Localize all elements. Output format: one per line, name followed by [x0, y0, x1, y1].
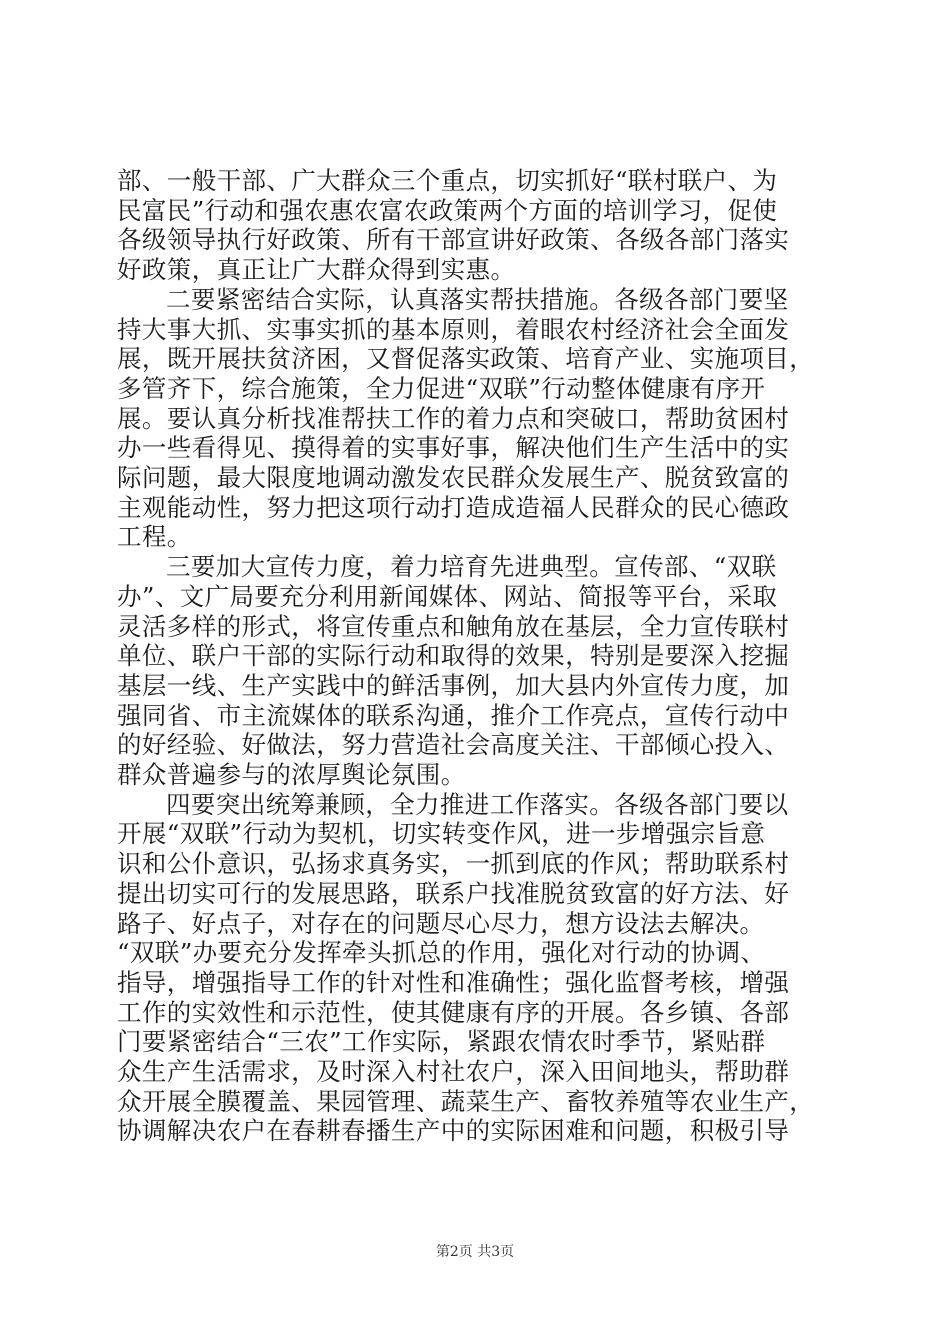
text-line: 单位、联户干部的实际行动和取得的效果，特别是要深入挖掘: [117, 641, 790, 671]
text-line: 协调解决农户在春耕春播生产中的实际困难和问题，积极引导: [117, 1116, 790, 1146]
text-line: 部、一般干部、广大群众三个重点，切实抓好“联村联户、为: [117, 166, 778, 195]
text-line: 工程。: [117, 522, 192, 552]
text-line: 际问题，最大限度地调动激发农民群众发展生产、脱贫致富的: [117, 463, 790, 492]
text-line: 指导，增强指导工作的针对性和准确性；强化监督考核，增强: [117, 967, 790, 997]
text-line: 灵活多样的形式，将宣传重点和触角放在基层，全力宣传联村: [117, 611, 790, 641]
text-line: 各级领导执行好政策、所有干部宣讲好政策、各级各部门落实: [117, 225, 790, 255]
text-line: 众开展全膜覆盖、果园管理、蔬菜生产、畜牧养殖等农业生产，: [117, 1086, 815, 1116]
text-line: 强同省、市主流媒体的联系沟通，推介工作亮点，宣传行动中: [117, 700, 790, 730]
text-line: 基层一线、生产实践中的鲜活事例，加大县内外宣传力度，加: [117, 670, 790, 700]
text-line: 工作的实效性和示范性，使其健康有序的开展。各乡镇、各部: [117, 997, 790, 1027]
text-line: 开展“双联”行动为契机，切实转变作风，进一步增强宗旨意: [117, 819, 766, 849]
text-line: 的好经验、好做法，努力营造社会高度关注、干部倾心投入、: [117, 730, 790, 760]
text-line: 展。要认真分析找准帮扶工作的着力点和突破口，帮助贫困村: [117, 403, 790, 433]
paragraph-start-line: 三要加大宣传力度，着力培育先进典型。宣传部、“双联: [166, 552, 777, 582]
text-line: 展，既开展扶贫济困，又督促落实政策、培育产业、实施项目，: [117, 344, 815, 374]
text-line: 办一些看得见、摸得着的实事好事，解决他们生产生活中的实: [117, 433, 790, 463]
text-line: 持大事大抓、实事实抓的基本原则，着眼农村经济社会全面发: [117, 314, 790, 344]
text-line: “双联”办要充分发挥牵头抓总的作用，强化对行动的协调、: [117, 938, 766, 968]
paragraph-start-line: 四要突出统筹兼顾，全力推进工作落实。各级各部门要以: [166, 789, 789, 819]
text-line: 识和公仆意识，弘扬求真务实，一抓到底的作风；帮助联系村: [117, 849, 790, 879]
text-line: 多管齐下，综合施策，全力促进“双联”行动整体健康有序开: [117, 373, 766, 403]
text-line: 主观能动性，努力把这项行动打造成造福人民群众的民心德政: [117, 492, 790, 522]
text-line: 众生产生活需求，及时深入村社农户，深入田间地头，帮助群: [117, 1057, 790, 1086]
page-number: 第2页 共3页: [435, 1244, 515, 1260]
text-line: 群众普遍参与的浓厚舆论氛围。: [117, 760, 466, 789]
text-line: 民富民”行动和强农惠农富农政策两个方面的培训学习，促使: [117, 195, 778, 225]
text-line: 路子、好点子，对存在的问题尽心尽力，想方设法去解决。: [117, 908, 765, 938]
text-line: 门要紧密结合“三农”工作实际，紧跟农情农时季节，紧贴群: [117, 1027, 766, 1057]
text-line: 提出切实可行的发展思路，联系户找准脱贫致富的好方法、好: [117, 878, 790, 908]
text-line: 办”、文广局要充分利用新闻媒体、网站、简报等平台，采取: [117, 581, 778, 611]
paragraph-start-line: 二要紧密结合实际，认真落实帮扶措施。各级各部门要坚: [166, 284, 789, 314]
text-line: 好政策，真正让广大群众得到实惠。: [117, 255, 516, 285]
